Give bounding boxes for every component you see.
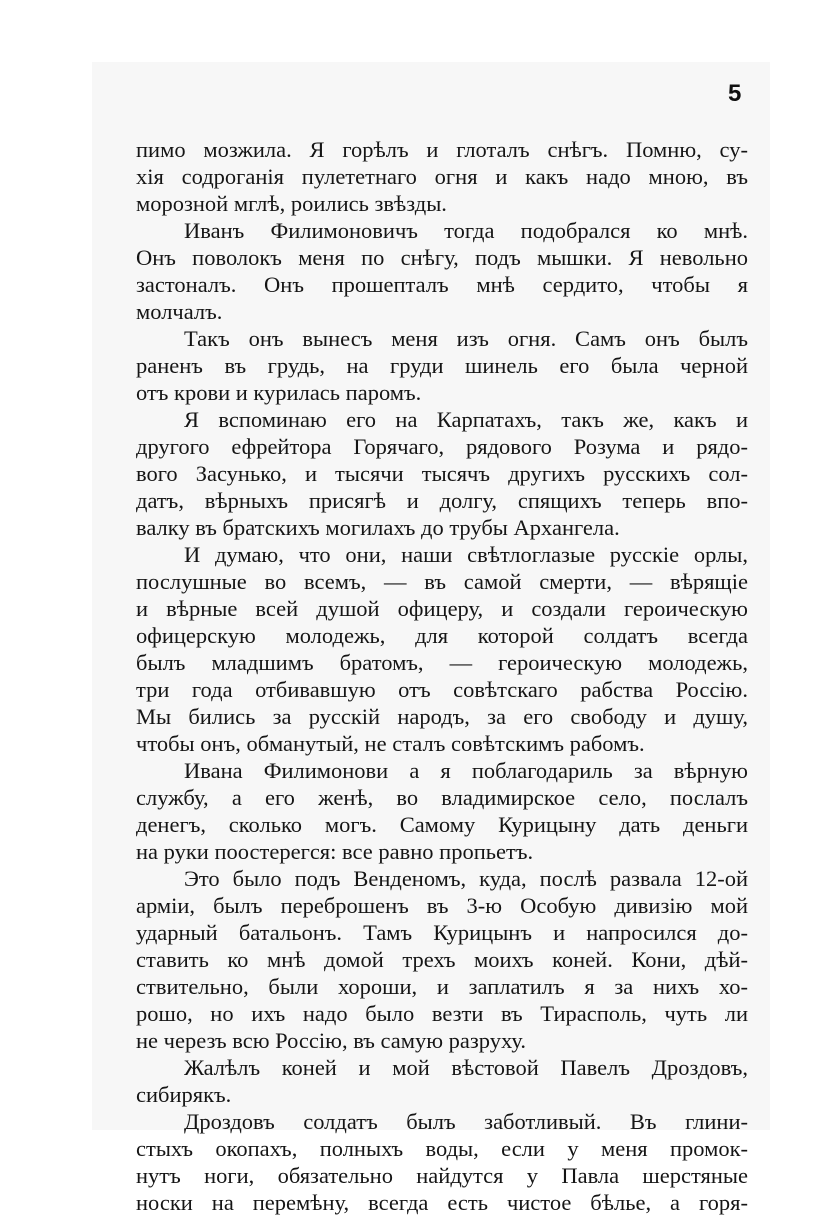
text-line: службу, а его женѣ, во владимирское село, послалъ [136, 785, 748, 810]
text-line: Ивана Филимонови а я поблагодариль за вѣрную [184, 758, 748, 783]
body-text [136, 136, 748, 1216]
text-line: сибирякъ. [136, 1082, 232, 1107]
text-line: рошо, но ихъ надо было везти въ Тирасполь, чуть ли [136, 1001, 748, 1026]
text-line: датъ, вѣрныхъ присягѣ и долгу, спящихъ теперь впо- [136, 488, 748, 513]
text-line: носки на перемѣну, всегда есть чистое бѣлье, а горя- [136, 1190, 748, 1215]
text-line: Я вспоминаю его на Карпатахъ, такъ же, какъ и [184, 407, 748, 432]
text-line: чтобы онъ, обманутый, не сталъ совѣтскимъ рабомъ. [136, 731, 645, 756]
text-line: Дроздовъ солдатъ былъ заботливый. Въ глини- [184, 1109, 748, 1134]
text-line: Мы бились за русскій народъ, за его свободу и душу, [136, 704, 748, 729]
text-line: нутъ ноги, обязательно найдутся у Павла шерстяные [136, 1163, 748, 1188]
text-line: Жалѣлъ коней и мой вѣстовой Павелъ Дроздовъ, [184, 1055, 748, 1080]
text-line: не черезъ всю Россію, въ самую разруху. [136, 1028, 527, 1053]
text-line: Онъ поволокъ меня по снѣгу, подъ мышки. Я невольно [136, 245, 748, 270]
text-line: ставить ко мнѣ домой трехъ моихъ коней. Кони, дѣй- [136, 947, 748, 972]
text-line: хія содроганія пулететнаго огня и какъ надо мною, въ [136, 164, 748, 189]
text-line: И думаю, что они, наши свѣтлоглазые русскіе орлы, [184, 542, 748, 567]
text-line: ствительно, были хороши, и заплатилъ я за нихъ хо- [136, 974, 748, 999]
text-line: валку въ братскихъ могилахъ до трубы Архангела. [136, 515, 620, 540]
text-line: Иванъ Филимоновичъ тогда подобрался ко мнѣ. [184, 218, 748, 243]
text-line: раненъ въ грудь, на груди шинель его была черной [136, 353, 748, 378]
text-line: стыхъ окопахъ, полныхъ воды, если у меня промок- [136, 1136, 748, 1161]
text-line: пимо мозжила. Я горѣлъ и глоталъ снѣгъ. Помню, су- [136, 137, 748, 162]
text-line: Это было подъ Венденомъ, куда, послѣ развала 12-ой [184, 866, 748, 891]
text-line: три года отбивавшую отъ совѣтскаго рабства Россію. [136, 677, 748, 702]
text-line: вого Засунько, и тысячи тысячъ другихъ русскихъ сол- [136, 461, 748, 486]
text-line: Такъ онъ вынесъ меня изъ огня. Самъ онъ былъ [184, 326, 748, 351]
text-line: другого ефрейтора Горячаго, рядового Розума и рядо- [136, 434, 748, 459]
text-line: застоналъ. Онъ прошепталъ мнѣ сердито, чтобы я [136, 272, 748, 297]
text-line: молчалъ. [136, 299, 223, 324]
text-line: и вѣрные всей душой офицеру, и создали героическую [136, 596, 748, 621]
text-line: морозной мглѣ, роились звѣзды. [136, 191, 447, 216]
text-line: арміи, былъ переброшенъ въ 3-ю Особую дивизію мой [136, 893, 748, 918]
text-line: былъ младшимъ братомъ, — героическую молодежь, [136, 650, 748, 675]
text-line: денегъ, сколько могъ. Самому Курицыну дать деньги [136, 812, 748, 837]
text-line: офицерскую молодежь, для которой солдатъ всегда [136, 623, 748, 648]
text-line: ударный батальонъ. Тамъ Курицынъ и напросился до- [136, 920, 748, 945]
page-number: 5 [728, 80, 742, 107]
text-line: послушные во всемъ, — въ самой смерти, — вѣрящіе [136, 569, 748, 594]
text-line: отъ крови и курилась паромъ. [136, 380, 422, 405]
text-line: на руки поостерегся: все равно пропьетъ. [136, 839, 534, 864]
